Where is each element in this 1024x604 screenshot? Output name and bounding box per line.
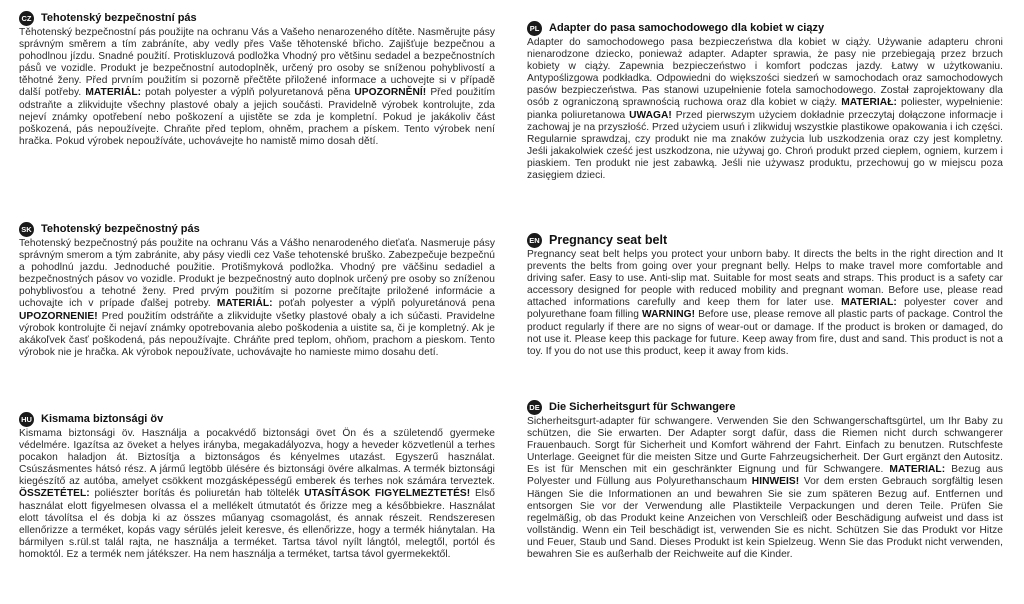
material-label-de: MATERIAL: (889, 464, 946, 476)
section-header (19, 221, 495, 237)
language-badge-pl: PL (527, 21, 542, 36)
warning-label-de: HINWEIS! (751, 476, 800, 488)
language-badge-de: DE (527, 400, 542, 415)
warning-label-cz: UPOZORNĚNÍ! (354, 87, 427, 99)
text-cz-part-2: potah polyester a výplň polyuretanová pěna (145, 87, 351, 99)
text-cz-part-3: Před použitím odstraňte a zlikvidujte všechny plastové obaly a jejich součásti. Pravidelně výrobek kontrolujte, zda nejeví známky opotřebení nebo poškození a ujistěte se zda je kompletní. Pokud je jakákoliv část poškozená, pás nepoužívejte. Chraňte před teplom, ohněm, prachem a pískem. Tento výrobek není hračka. Pokud výrobek nepoužíváte, uchovávejte ho namistě mimo dosah dětí. (19, 87, 496, 147)
text-de-part-3: Vor dem ersten Gebrauch sorgfältig lesen Hängen Sie die Informationen an und bewahren Sie sie zum späteren Bezug auf. Entfernen und entsorgen Sie vor der Verwendung alle Plastikteile Verpackungen und deren Teile. Prüfen Sie regelmäßig, ob das Produkt keine Anzeichen von Verschleiß oder Beschädigung aufweist und dass ist vollständig. Wenn ein Teil beschädigt ist, verwenden Sie es nicht. Schützen Sie das Produkt vor Hitze und Feuer, Staub und Sand. Dieses Produkt ist kein Spielzeug. Wenn Sie das Produkt nicht verwenden, bewahren Sie es außerhalb der Reichweite auf die Kinder. (527, 476, 1003, 561)
text-pl-part-1: Adapter do samochodowego pasa bezpieczeństwa dla kobiet w ciąży. Używanie adapteru chroni nienarodzone dziecko, ponieważ adapter. Adapter sprawia, że pasy nie przebiegają przez brzuch kobiety w ciąży. Zapewnia bezpieczeństwo i komfort podczas jazdy. Łatwy w użytkowaniu. Antypoślizgowa podkładka. Odpowiedni do większości siedzeń w samochodach oraz samochodowych pasów bezpieczeństwa. Pas stanowi uzupełnienie fotela samochodowego. Został zaprojektowany dla osób z ograniczoną sprawnością ruchowa oraz dla kobiet w ciąży. (527, 37, 1003, 109)
material-label-hu: ÖSSZETÉTEL: (19, 488, 90, 500)
text-sk-part-3: Pred použitím odstráňte a zlikvidujte všetky plastové obaly a ich súčasti. Pravidelne výrobok kontrolujte či nejaví známky opotrebovania alebo poškodenia a uistite sa, či je kompletný. Ak je akákoľvek časť poškodená, pás nepoužívajte. Chráňte pred teplom, ohňom, prachom a pieskom. Tento výrobok nie je hračka. Ak výrobok nepoužívate, uchovávajte ho namieste mimo dosahu detí. (19, 310, 495, 358)
section-text-pl (527, 37, 1003, 182)
section-header (527, 232, 1003, 248)
text-hu-part-1: Kismama biztonsági öv. Használja a pocakvédő biztonsági övet Ön és a születendő gyermeke védelmére. Igazítsa az öveket a helyes irányba, megakadályozva, hogy a heveder közvetlenül a terhes pocakon haladjon át. Biztosítja a biztonságos és kényelmes utazást. Egyszerű használat. Csúszásmentes hátsó rész. A jármű legtöbb ülésére és biztonsági övére alkalmas. A termék biztonsági kiegészítő az autóba, amelyet csökkent mozgásképességű emberek és terhes nok számára terveztek. (19, 428, 495, 488)
language-badge-hu: HU (19, 412, 34, 427)
section-en (527, 232, 1003, 358)
section-header (527, 399, 1003, 415)
section-de (527, 399, 1003, 561)
section-title-de: Die Sicherheitsgurt für Schwangere (549, 401, 736, 413)
warning-label-en: WARNING! (642, 309, 696, 321)
section-sk (19, 221, 495, 359)
text-de-part-1: Sicherheitsgurt-adapter für schwangere. Verwenden Sie den Schwangerschaftsgürtel, um Ihr Baby zu schützen, die Sie erwarten. Der Adapter sorgt dafür, dass die Riemen nicht durch schwangerer Frauenbauch. Sorgt für Sicherheit und Komfort während der Fahrt. Einfach zu benutzen. Rutschfeste Unterlage. Geeignet für die meisten Sitze und Gurte Fahrzeugsicherheit. Der Gurt ergänzt den Autositz. Es ist für Menschen mit ein geschränkter Eignung und für Schwangere. (527, 416, 1003, 476)
section-title-pl: Adapter do pasa samochodowego dla kobiet w ciązy (549, 22, 825, 34)
material-label-pl: MATERIAŁ: (841, 97, 897, 109)
section-title-hu: Kismama biztonsági öv (41, 413, 164, 425)
text-sk-part-2: poťah polyester a výplň polyuretánová pena (278, 298, 495, 310)
language-badge-cz: CZ (19, 11, 34, 26)
text-pl-part-3: Przed pierwszym użyciem dokładnie przeczytaj dołączone informacje i zachowaj je na przyszłość. Przed użyciem usuń i zlikwiduj wszystkie plastikowe opakowania i ich części. Regularnie sprawdzaj, czy produkt nie ma znaków zużycia lub uszkodzenia oraz czy jest kompletny. Jeśli jakakolwiek cześć jest uszkodzona, nie używaj go. Chroń produkt przed ciepłem, ogniem, kurzem i piaskiem. Ten produkt nie jest zabawką. Jeśli nie używasz produktu, przechowuj go w miejscu poza zasięgiem dzieci. (527, 109, 1003, 182)
language-badge-en: EN (527, 233, 542, 248)
section-title-sk: Tehotenský bezpečnostný pás (41, 223, 200, 235)
text-hu-part-2: poliészter borítás és poliuretán hab töltelék (94, 488, 300, 500)
text-cz-part-1: Těhotenský bezpečnostní pás použijte na ochranu Vás a Vašeho nenarozeného dítěte. Nasměrujte pásy správným směrem a tím zabráníte, aby vedly přes Vaše těhotenské břicho. Zajišťuje bezpečnou a pohodlnou jízdu. Snadné použití. Protiskluzová podložka Vhodný pro většinu sedadel a bezpečnostních pásů ve vozidle. Produkt je bezpečnostní autodoplněk, určený pro osoby se sníženou pohyblivostí a těhotné ženy. Před prvním použitím si pozorně přečtěte přiložené informace a uchovejte si v případě další potřeby. (19, 27, 495, 99)
text-de-part-2: Bezug aus Polyester und Füllung aus Polyurethanschaum (527, 464, 1003, 488)
text-en-part-3: Before use, please remove all plastic parts of package. Control the product regularly if there are no signs of wear-out or damage. If the product is broken or damaged, do not use it. Please keep this package for future. Keep away from fire, dust and sand. This product is not a toy. If you do not use this product, keep it away from kids. (527, 309, 1003, 357)
material-label-cz: MATERIÁL: (85, 87, 142, 99)
section-pl (527, 20, 1003, 182)
section-title-cz: Tehotenský bezpečnostní pás (41, 12, 197, 24)
section-text-sk (19, 238, 495, 359)
section-header (527, 20, 1003, 36)
section-hu (19, 411, 495, 561)
section-header (19, 411, 495, 427)
section-text-hu (19, 428, 495, 561)
text-pl-part-2: poliester, wypełnienie: pianka poliuretanowa (527, 97, 1003, 121)
warning-label-hu: UTASÍTÁSOK FIGYELMEZTETÉS! (304, 488, 471, 500)
section-header (19, 10, 495, 26)
material-label-sk: MATERIÁL: (216, 298, 273, 310)
text-en-part-2: polyester cover and polyurethane foam filling (527, 297, 1003, 321)
warning-label-sk: UPOZORNENIE! (19, 310, 98, 322)
section-cz (19, 10, 495, 148)
text-sk-part-1: Tehotenský bezpečnostný pás použite na ochranu Vás a Vášho nenarodeného dieťaťa. Nasmeruje pásy správným smerom a tým zabránite, aby pásy viedli cez Vaše tehotenské bruško. Zabezpečuje bezpečnú a pohodlnú jazdu. Jednoduché použitie. Protišmyková podložka. Vhodný pre väčšinu sedadiel a bezpečnostných pásov vo vozidle. Produkt je bezpečnostný auto doplnok určený pre osoby so zníženou pohyblivosťou a tehotné ženy. Pred prvým použitím si pozorne prečítajte priložené informácie a uchovajte ich v prípade ďalšej potreby. (19, 238, 495, 310)
language-badge-sk: SK (19, 222, 34, 237)
section-text-de (527, 416, 1003, 561)
section-text-en (527, 249, 1003, 358)
text-en-part-1: Pregnancy seat belt helps you protect your unborn baby. It directs the belts in the right direction and It prevents the belts from going over your pregnant belly. Helps to make travel more comfortable and driving safer. Easy to use. Anti-slip mat. Suitable for most seats and straps. This product is a safety car accessory designed for people with reduced mobility and pregnant woman. Before use, please read attached informations carefully and keep them for later use. (527, 249, 1003, 309)
material-label-en: MATERIAL: (841, 297, 897, 309)
warning-label-pl: UWAGA! (629, 109, 672, 121)
section-text-cz (19, 27, 495, 148)
text-hu-part-3: Első használat elott figyelmesen olvassa el a mellékelt útmutatót és őrizze meg a későbbiekre. Használat elott távolítsa el és dobja ki az összes műanyag csomagolást, és annak részeit. Rendszeresen ellenőrizze a terméket, kopás vagy sérülés jeleit keresve, és ellenőrizze, hogy a termék hiánytalan. Ha bármilyen s.rül.st talál rajta, ne használja a terméket. Tartsa távol nyílt lángtól, melegtől, portól és homoktól. Ez a termék nem játékszer. Ha nem használja a terméket, tartsa távol gyermekektől. (19, 488, 495, 560)
section-title-en: Pregnancy seat belt (549, 233, 668, 247)
